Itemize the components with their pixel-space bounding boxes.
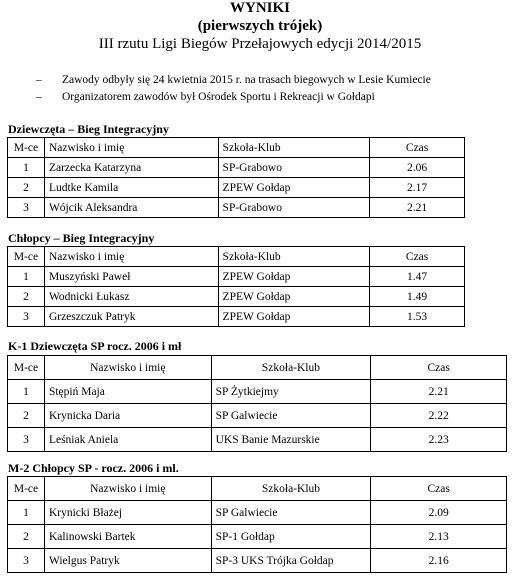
name-cell: Wodnicki Łukasz [44,287,218,307]
note-item [36,89,431,106]
table-row [8,525,507,549]
table-row [8,287,465,307]
place-cell: 3 [8,198,45,218]
name-cell: Krynicka Daria [44,404,211,428]
name-cell: Wójcik Aleksandra [44,198,218,218]
note-text: Zawody odbyły się 24 kwietnia 2015 r. na trasach biegowych w Lesie Kumiecie [62,74,431,86]
place-cell: 2 [8,525,45,549]
table-row [8,267,465,287]
name-cell: Grzeszczuk Patryk [44,307,218,327]
table-header-row [8,356,507,380]
place-cell: 2 [8,287,45,307]
table-row [8,549,507,573]
club-cell: SP-3 UKS Trójka Gołdap [211,549,371,573]
club-cell: ZPEW Gołdap [218,178,370,198]
header-cell: Czas [370,247,465,267]
table-header-row [8,138,465,158]
time-cell: 2.22 [371,404,507,428]
club-cell: SP Żytkiejmy [211,380,371,404]
header-cell: Czas [371,356,507,380]
note-item [36,72,431,89]
time-cell: 2.21 [371,380,507,404]
header-cell: Szkoła-Klub [218,247,370,267]
note-text: Organizatorem zawodów był Ośrodek Sportu i Rekreacji w Gołdapi [62,91,375,103]
club-cell: ZPEW Gołdap [218,267,370,287]
header-cell: Nazwisko i imię [44,477,211,501]
club-cell: ZPEW Gołdap [218,287,370,307]
header-cell: Szkoła-Klub [211,356,371,380]
place-cell: 3 [8,428,45,452]
results-table [7,246,465,327]
table-row [8,158,465,178]
section-title: M-2 Chłopcy SP - rocz. 2006 i ml. [8,461,179,475]
table-row [8,380,507,404]
table-row [8,307,465,327]
table-row [8,428,507,452]
header-cell: Szkoła-Klub [218,138,370,158]
club-cell: SP-Grabowo [218,198,370,218]
club-cell: ZPEW Gołdap [218,307,370,327]
document-subtitle: (pierwszych trójek) [197,18,323,34]
name-cell: Stępiń Maja [44,380,211,404]
table-row [8,501,507,525]
club-cell: SP-1 Gołdap [211,525,371,549]
time-cell: 2.06 [370,158,465,178]
time-cell: 2.23 [371,428,507,452]
time-cell: 2.13 [371,525,507,549]
place-cell: 1 [8,267,45,287]
club-cell: SP-Grabowo [218,158,370,178]
section-title: Chłopcy – Bieg Integracyjny [8,231,155,245]
time-cell: 1.47 [370,267,465,287]
place-cell: 3 [8,549,45,573]
place-cell: 2 [8,404,45,428]
time-cell: 2.17 [370,178,465,198]
header-cell: Nazwisko i imię [44,138,218,158]
place-cell: 1 [8,501,45,525]
header-cell: M-ce [8,247,45,267]
name-cell: Muszyński Paweł [44,267,218,287]
dash-bullet: – [36,91,42,103]
table-row [8,404,507,428]
results-table [7,476,507,573]
name-cell: Wielgus Patryk [44,549,211,573]
name-cell: Krynicki Błażej [44,501,211,525]
time-cell: 2.21 [370,198,465,218]
event-notes [36,72,431,106]
table-header-row [8,247,465,267]
time-cell: 2.09 [371,501,507,525]
name-cell: Leśniak Aniela [44,428,211,452]
header-cell: M-ce [8,138,45,158]
club-cell: SP Galwiecie [211,501,371,525]
name-cell: Zarzecka Katarzyna [44,158,218,178]
place-cell: 1 [8,380,45,404]
name-cell: Kalinowski Bartek [44,525,211,549]
name-cell: Ludtke Kamila [44,178,218,198]
table-row [8,198,465,218]
time-cell: 2.16 [371,549,507,573]
table-row [8,178,465,198]
document-header [0,0,520,53]
section-title: Dziewczęta – Bieg Integracyjny [8,122,169,136]
results-table [7,137,465,218]
document-edition-line: III rzutu Ligi Biegów Przełajowych edycji 2014/2015 [98,36,422,52]
header-cell: Szkoła-Klub [211,477,371,501]
header-cell: Czas [370,138,465,158]
section-title: K-1 Dziewczęta SP rocz. 2006 i mł [8,339,182,353]
dash-bullet: – [36,74,42,86]
header-cell: Nazwisko i imię [44,356,211,380]
time-cell: 1.53 [370,307,465,327]
table-header-row [8,477,507,501]
place-cell: 3 [8,307,45,327]
club-cell: UKS Banie Mazurskie [211,428,371,452]
header-cell: Czas [371,477,507,501]
time-cell: 1.49 [370,287,465,307]
header-cell: M-ce [8,356,45,380]
results-table [7,355,507,452]
place-cell: 2 [8,178,45,198]
header-cell: Nazwisko i imię [44,247,218,267]
place-cell: 1 [8,158,45,178]
club-cell: SP Galwiecie [211,404,371,428]
document-title: WYNIKI [229,0,290,16]
header-cell: M-ce [8,477,45,501]
